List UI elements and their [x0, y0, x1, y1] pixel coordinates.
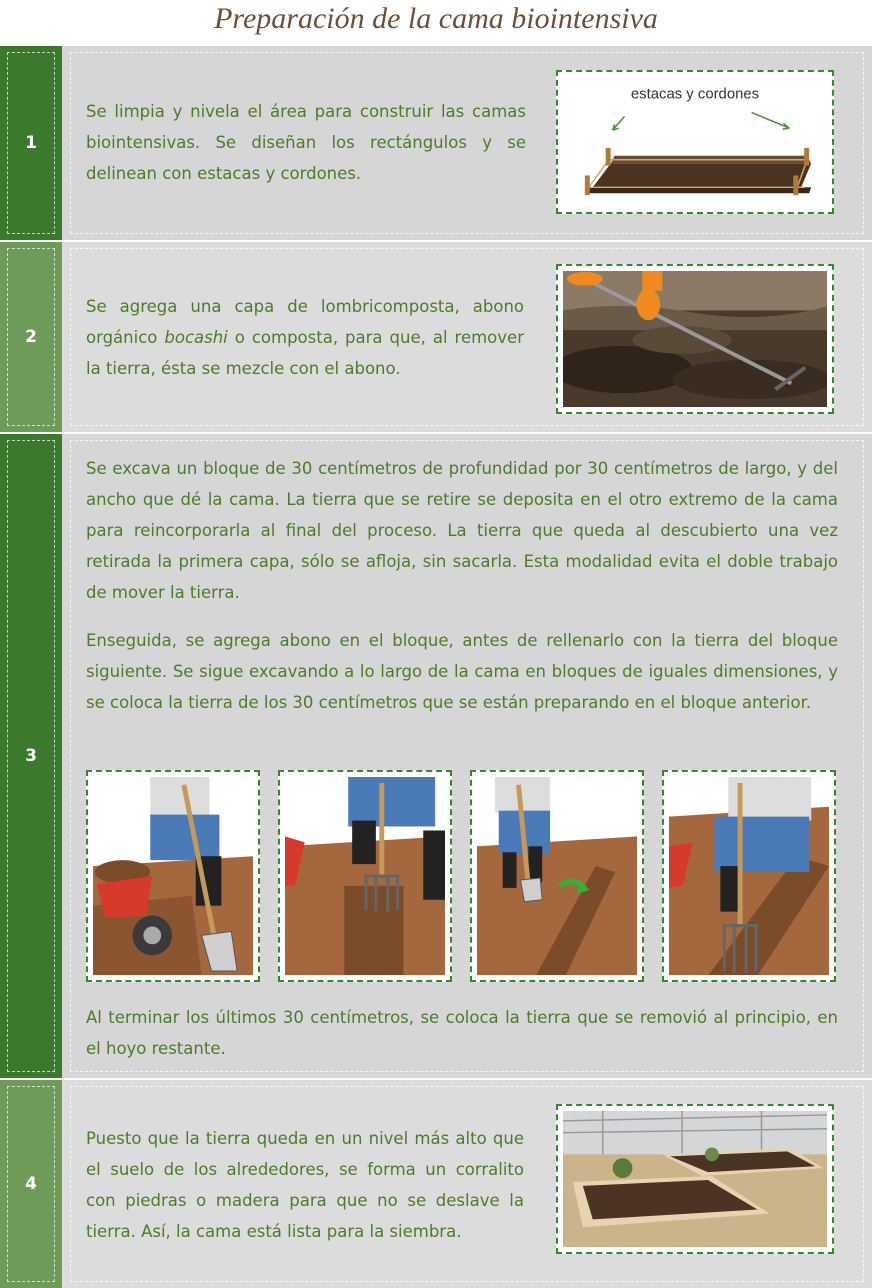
- step-text: Se agrega una capa de lombricomposta, abono orgánico bocashi o composta, para que, al remover la tierra, ésta se mezcle con el abono.: [86, 297, 524, 378]
- step-4: [0, 1080, 872, 1288]
- step-1: [0, 46, 872, 240]
- page-title: Preparación de la cama biointensiva: [214, 2, 658, 35]
- step-number-badge: [0, 1080, 62, 1288]
- digging-illustration-2: [278, 770, 452, 982]
- step-text: Se limpia y nivela el área para construir las camas biointensivas. Se diseñan los rectángulos y se delinean con estacas y cordones.: [86, 102, 526, 183]
- fork-loosening-drawing: [285, 777, 445, 975]
- garden-bed-drawing: [563, 77, 827, 207]
- step-paragraph-3: Al terminar los últimos 30 centímetros, se coloca la tierra que se removió al principio, en el hoyo restante.: [86, 1008, 838, 1058]
- raking-soil-image: [563, 271, 827, 407]
- digging-illustration-3: [470, 770, 644, 982]
- raised-beds-photo: [556, 1104, 834, 1254]
- step-number-badge: [0, 242, 62, 432]
- shovel-and-wheelbarrow-drawing: [93, 777, 253, 975]
- compost-raking-photo: [556, 264, 834, 414]
- illustration-label: estacas y cordones: [630, 86, 760, 103]
- step-text: Puesto que la tierra queda en un nivel más alto que el suelo de los alrededores, se forma un corralito con piedras o madera para que no se deslave la tierra. Así, la cama está lista para la siembra.: [86, 1129, 524, 1241]
- stakes-and-cords-illustration: [556, 70, 834, 214]
- finished-beds-image: [563, 1111, 827, 1247]
- digging-illustration-1: [86, 770, 260, 982]
- step-paragraph-1: Se excava un bloque de 30 centímetros de profundidad por 30 centímetros de largo, y del ancho que dé la cama. La tierra que se retire se deposita en el otro extremo de la cama para reincorporarla al final del proceso. La tierra que queda al descubierto una vez retirada la primera capa, sólo se afloja, sin sacarla. Esta modalidad evita el doble trabajo de mover la tierra.: [86, 459, 838, 602]
- step-2: [0, 242, 872, 432]
- digging-illustration-4: [662, 770, 836, 982]
- step-number-badge: [0, 46, 62, 240]
- step-number-badge: [0, 434, 62, 1078]
- step-number: 1: [25, 133, 37, 153]
- step-number: 2: [25, 327, 37, 347]
- step-paragraph-2: Enseguida, se agrega abono en el bloque, antes de rellenarlo con la tierra del bloque siguiente. Se sigue excavando a lo largo de la cama en bloques de iguales dimensiones, y se coloca la tierra de los 30 centímetros que se están preparando en el bloque anterior.: [86, 631, 838, 712]
- step-3: [0, 434, 872, 1078]
- fork-next-block-drawing: [669, 777, 829, 975]
- compost-adding-drawing: [477, 777, 637, 975]
- step-number: 3: [25, 746, 37, 766]
- step-number: 4: [25, 1174, 37, 1194]
